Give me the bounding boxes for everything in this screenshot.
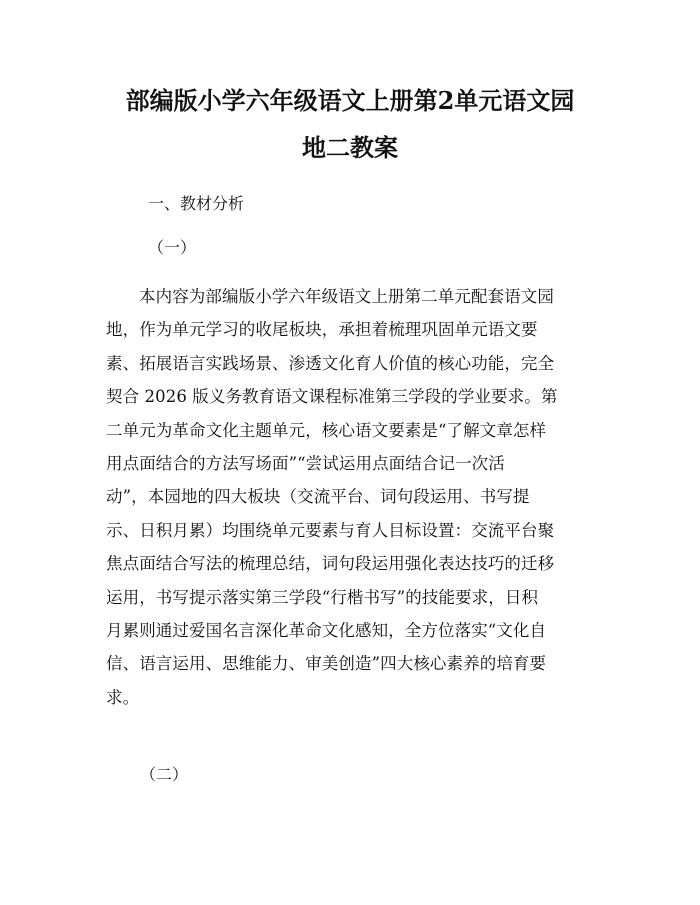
paragraph-line: 地，作为单元学习的收尾板块，承担着梳理巩固单元语文要: [106, 320, 538, 340]
paragraph-line: 月累则通过爱国名言深化革命文化感知，全方位落实“文化自: [106, 620, 547, 640]
paragraph-line: 本内容为部编版小学六年级语文上册第二单元配套语文园: [139, 287, 554, 306]
paragraph-line: 示、日积月累）均围绕单元要素与育人目标设置：交流平台聚: [106, 520, 555, 540]
paragraph-line: 契合 2026 版义务教育语文课程标准第三学段的学业要求。第: [106, 387, 558, 407]
paragraph-line: 二单元为革命文化主题单元，核心语文要素是“了解文章怎样: [106, 420, 547, 440]
subsection-heading-2: （二）: [140, 765, 189, 784]
paragraph-line: 运用，书写提示落实第三学段“行楷书写”的技能要求，日积: [106, 587, 539, 607]
paragraph-line: 焦点面结合写法的梳理总结，词句段运用强化表达技巧的迁移: [106, 554, 555, 574]
subsection-heading-1: （一）: [148, 238, 197, 257]
paragraph-line: 素、拓展语言实践场景、渗透文化育人价值的核心功能，完全: [106, 353, 555, 373]
document-title-line-2: 地二教案: [302, 133, 398, 162]
paragraph-line: 求。: [106, 687, 140, 707]
paragraph-line: 用点面结合的方法写场面”“尝试运用点面结合记一次活: [106, 453, 505, 473]
section-heading-teaching-material-analysis: 一、教材分析: [148, 194, 245, 213]
document-title-line-1: 部编版小学六年级语文上册第2单元语文园: [125, 86, 575, 115]
paragraph-line: 信、语言运用、思维能力、审美创造”四大核心素养的培育要: [106, 654, 547, 674]
paragraph-line: 动”，本园地的四大板块（交流平台、词句段运用、书写提: [106, 487, 530, 507]
paragraph-1: [106, 280, 596, 714]
